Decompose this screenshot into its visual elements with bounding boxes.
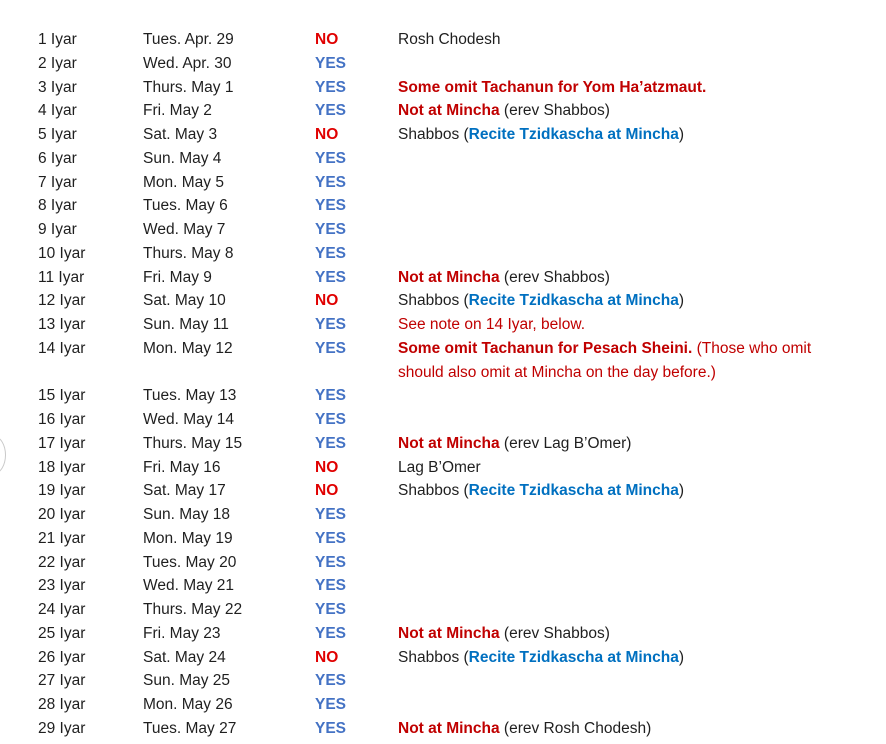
note-segment: (Those who omit should also omit at Mincha on the day before.) [398,339,812,381]
schedule-row [0,646,886,670]
schedule-row [0,289,886,313]
hebrew-date: 28 Iyar [38,696,86,713]
note-segment: Not at Mincha [398,268,500,286]
note-segment: Recite Tzidkascha at Mincha [468,482,679,500]
tachanun-status: YES [315,149,347,167]
civil-date: Sat. May 10 [143,292,226,310]
tachanun-status: YES [315,434,347,452]
schedule-row [0,551,886,575]
hebrew-date: 22 Iyar [38,553,86,571]
civil-date: Tues. May 13 [143,387,237,405]
tachanun-status: YES [315,719,347,737]
civil-date: Fri. May 23 [143,624,221,642]
civil-date: Tues. May 27 [143,719,237,737]
schedule-row [0,171,886,195]
schedule-row [0,622,886,646]
note-segment: (erev Lag B’Omer) [499,434,632,452]
hebrew-date: 5 Iyar [38,126,77,143]
tachanun-status: NO [315,126,339,143]
tachanun-status: YES [315,577,347,595]
schedule-row [0,242,886,266]
schedule-row [0,503,886,527]
hebrew-date: 4 Iyar [38,102,77,120]
hebrew-date: 6 Iyar [38,149,77,167]
civil-date: Sun. May 11 [143,316,229,333]
tachanun-status: YES [315,601,347,618]
tachanun-status: YES [315,387,347,405]
schedule-row [0,313,886,337]
hebrew-date: 21 Iyar [38,529,86,547]
hebrew-date: 25 Iyar [38,624,86,642]
schedule-row [0,76,886,100]
civil-date: Thurs. May 1 [143,78,234,96]
note-segment: Rosh Chodesh [398,31,501,48]
tachanun-status: YES [315,624,347,642]
schedule-row [0,527,886,551]
civil-date: Mon. May 12 [143,339,233,357]
tachanun-status: YES [315,78,347,96]
schedule-row [0,147,886,171]
day-note [398,289,818,313]
hebrew-date: 17 Iyar [38,434,86,452]
schedule-row [0,123,886,147]
tachanun-status: YES [315,339,347,357]
hebrew-date: 2 Iyar [38,54,77,72]
schedule-row [0,574,886,598]
schedule-row [0,479,886,503]
civil-date: Fri. May 2 [143,102,212,120]
tachanun-status: YES [315,672,347,690]
day-note [398,28,818,52]
tachanun-status: NO [315,482,339,500]
schedule-row [0,384,886,408]
note-segment: Some omit Tachanun for Yom Ha’atzmaut. [398,78,707,96]
schedule-row [0,669,886,693]
civil-date: Sun. May 4 [143,149,222,167]
note-segment: Not at Mincha [398,624,500,642]
schedule-row [0,28,886,52]
note-segment: Recite Tzidkascha at Mincha [468,292,679,310]
civil-date: Tues. May 6 [143,197,228,215]
tachanun-status: NO [315,458,339,476]
schedule-row [0,408,886,432]
hebrew-date: 18 Iyar [38,458,86,476]
note-segment: ) [678,292,685,310]
hebrew-date: 9 Iyar [38,221,77,238]
tachanun-status: YES [315,221,347,238]
day-note [398,479,818,503]
civil-date: Sat. May 17 [143,482,226,500]
day-note [398,337,818,385]
schedule-row [0,194,886,218]
hebrew-date: 27 Iyar [38,672,86,690]
note-segment: Recite Tzidkascha at Mincha [468,126,679,143]
hebrew-date: 10 Iyar [38,244,86,262]
note-segment: (erev Shabbos) [499,102,610,120]
day-note [398,622,818,646]
civil-date: Tues. May 20 [143,553,237,571]
note-segment: (erev Rosh Chodesh) [499,719,652,737]
civil-date: Sun. May 25 [143,672,231,690]
schedule-row [0,99,886,123]
note-segment: Not at Mincha [398,102,500,120]
schedule-row [0,432,886,456]
day-note [398,456,818,480]
schedule-row [0,598,886,622]
hebrew-date: 15 Iyar [38,387,86,405]
tachanun-status: YES [315,173,347,191]
hebrew-date: 20 Iyar [38,506,86,523]
schedule-row [0,52,886,76]
note-segment: (erev Shabbos) [499,268,610,286]
note-segment: Shabbos ( [398,648,469,666]
schedule-row [0,456,886,480]
civil-date: Mon. May 19 [143,529,233,547]
civil-date: Thurs. May 15 [143,434,243,452]
civil-date: Mon. May 5 [143,173,224,191]
note-segment: See note on 14 Iyar, below. [398,316,585,333]
hebrew-date: 29 Iyar [38,719,86,737]
note-segment: ) [678,126,685,143]
hebrew-date: 26 Iyar [38,648,86,666]
day-note [398,99,818,123]
schedule-row [0,717,886,741]
civil-date: Mon. May 26 [143,696,233,713]
civil-date: Sat. May 24 [143,648,226,666]
hebrew-date: 7 Iyar [38,173,77,191]
hebrew-date: 3 Iyar [38,78,77,96]
hebrew-date: 14 Iyar [38,339,86,357]
hebrew-date: 1 Iyar [38,31,77,48]
hebrew-date: 23 Iyar [38,577,86,595]
tachanun-status: YES [315,268,347,286]
schedule-row [0,337,886,385]
day-note [398,432,818,456]
day-note [398,76,818,100]
tachanun-status: YES [315,553,347,571]
hebrew-date: 24 Iyar [38,601,86,618]
civil-date: Sun. May 18 [143,506,231,523]
tachanun-status: NO [315,31,339,48]
schedule-row [0,693,886,717]
tachanun-schedule-document [0,28,886,741]
day-note [398,266,818,290]
note-segment: ) [678,648,685,666]
schedule-row [0,218,886,242]
day-note [398,717,818,741]
civil-date: Thurs. May 8 [143,244,234,262]
tachanun-status: YES [315,54,347,72]
note-segment: ) [678,482,685,500]
civil-date: Fri. May 9 [143,268,212,286]
tachanun-status: YES [315,696,347,713]
tachanun-status: YES [315,197,347,215]
civil-date: Wed. May 14 [143,411,235,428]
day-note [398,123,818,147]
civil-date: Fri. May 16 [143,458,221,476]
note-segment: Some omit Tachanun for Pesach Sheini. [398,339,693,357]
schedule-row [0,266,886,290]
hebrew-date: 8 Iyar [38,197,77,215]
tachanun-status: NO [315,292,339,310]
hebrew-date: 12 Iyar [38,292,86,310]
tachanun-status: YES [315,102,347,120]
note-segment: Shabbos ( [398,482,469,500]
hebrew-date: 19 Iyar [38,482,86,500]
tachanun-status: YES [315,506,347,523]
note-segment: (erev Shabbos) [499,624,610,642]
tachanun-status: YES [315,529,347,547]
day-note [398,313,818,337]
note-segment: Shabbos ( [398,126,469,143]
civil-date: Wed. May 21 [143,577,235,595]
hebrew-date: 13 Iyar [38,316,86,333]
note-segment: Shabbos ( [398,292,469,310]
note-segment: Recite Tzidkascha at Mincha [468,648,679,666]
tachanun-status: NO [315,648,339,666]
note-segment: Not at Mincha [398,434,500,452]
civil-date: Tues. Apr. 29 [143,31,234,48]
hebrew-date: 11 Iyar [38,268,85,286]
note-segment: Not at Mincha [398,719,500,737]
hebrew-date: 16 Iyar [38,411,86,428]
tachanun-status: YES [315,411,347,428]
tachanun-status: YES [315,244,347,262]
civil-date: Wed. May 7 [143,221,226,238]
civil-date: Sat. May 3 [143,126,218,143]
tachanun-status: YES [315,316,347,333]
note-segment: Lag B’Omer [398,458,481,476]
civil-date: Thurs. May 22 [143,601,243,618]
day-note [398,646,818,670]
civil-date: Wed. Apr. 30 [143,54,232,72]
